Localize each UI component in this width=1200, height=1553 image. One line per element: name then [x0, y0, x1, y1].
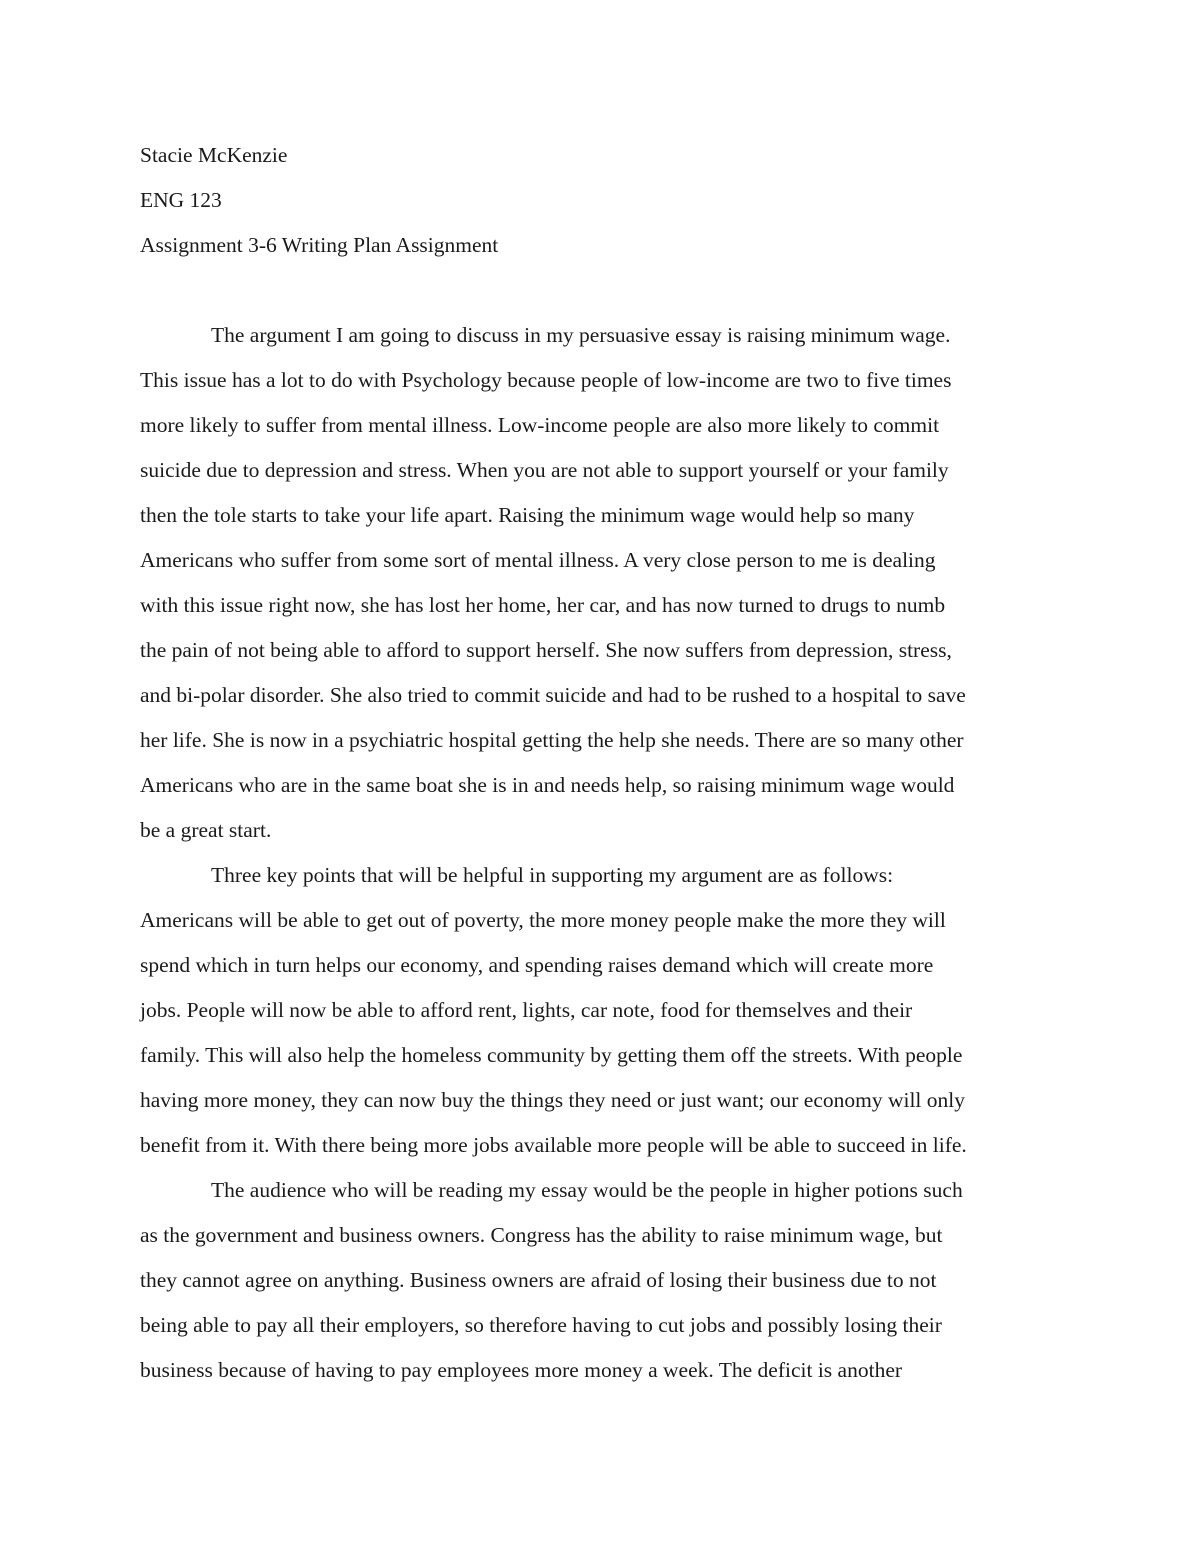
paragraph-1: [140, 313, 1060, 853]
paragraph-line: This issue has a lot to do with Psychology because people of low-income are two to five times: [140, 368, 952, 392]
paragraph-line: her life. She is now in a psychiatric hospital getting the help she needs. There are so many other: [140, 728, 964, 752]
paragraph-line: Americans who suffer from some sort of mental illness. A very close person to me is dealing: [140, 548, 936, 572]
paragraph-line: then the tole starts to take your life apart. Raising the minimum wage would help so many: [140, 503, 915, 527]
document-content: [140, 133, 1060, 1393]
paragraph-line: suicide due to depression and stress. When you are not able to support yourself or your family: [140, 458, 949, 482]
paragraph-line: The argument I am going to discuss in my persuasive essay is raising minimum wage.: [211, 323, 951, 347]
paragraph-line: more likely to suffer from mental illness. Low-income people are also more likely to commit: [140, 413, 940, 437]
course-code: ENG 123: [140, 188, 222, 212]
paragraph-2: [140, 853, 1060, 1168]
assignment-title: Assignment 3-6 Writing Plan Assignment: [140, 233, 499, 257]
paragraph-line: the pain of not being able to afford to support herself. She now suffers from depression, stress,: [140, 638, 952, 662]
paragraph-line: be a great start.: [140, 818, 272, 842]
paragraph-line: Three key points that will be helpful in supporting my argument are as follows:: [211, 863, 894, 887]
paragraph-line: Americans who are in the same boat she is in and needs help, so raising minimum wage would: [140, 773, 955, 797]
paragraph-line: and bi-polar disorder. She also tried to commit suicide and had to be rushed to a hospital to save: [140, 683, 966, 707]
header-spacer: [140, 268, 1060, 313]
paragraph-3: [140, 1168, 1060, 1393]
paragraph-line: they cannot agree on anything. Business owners are afraid of losing their business due to not: [140, 1268, 937, 1292]
paragraph-line: spend which in turn helps our economy, and spending raises demand which will create more: [140, 953, 934, 977]
paragraph-line: being able to pay all their employers, so therefore having to cut jobs and possibly losing their: [140, 1313, 942, 1337]
paragraph-line: The audience who will be reading my essay would be the people in higher potions such: [211, 1178, 963, 1202]
paragraph-line: as the government and business owners. Congress has the ability to raise minimum wage, but: [140, 1223, 943, 1247]
paragraph-line: having more money, they can now buy the things they need or just want; our economy will only: [140, 1088, 965, 1112]
author-name: Stacie McKenzie: [140, 143, 288, 167]
paragraph-line: with this issue right now, she has lost her home, her car, and has now turned to drugs to numb: [140, 593, 946, 617]
paragraph-line: jobs. People will now be able to afford rent, lights, car note, food for themselves and their: [140, 998, 913, 1022]
paragraph-line: benefit from it. With there being more jobs available more people will be able to succeed in life.: [140, 1133, 967, 1157]
paragraph-line: family. This will also help the homeless community by getting them off the streets. With people: [140, 1043, 963, 1067]
paragraph-line: Americans will be able to get out of poverty, the more money people make the more they will: [140, 908, 946, 932]
paragraph-line: business because of having to pay employees more money a week. The deficit is another: [140, 1358, 903, 1382]
